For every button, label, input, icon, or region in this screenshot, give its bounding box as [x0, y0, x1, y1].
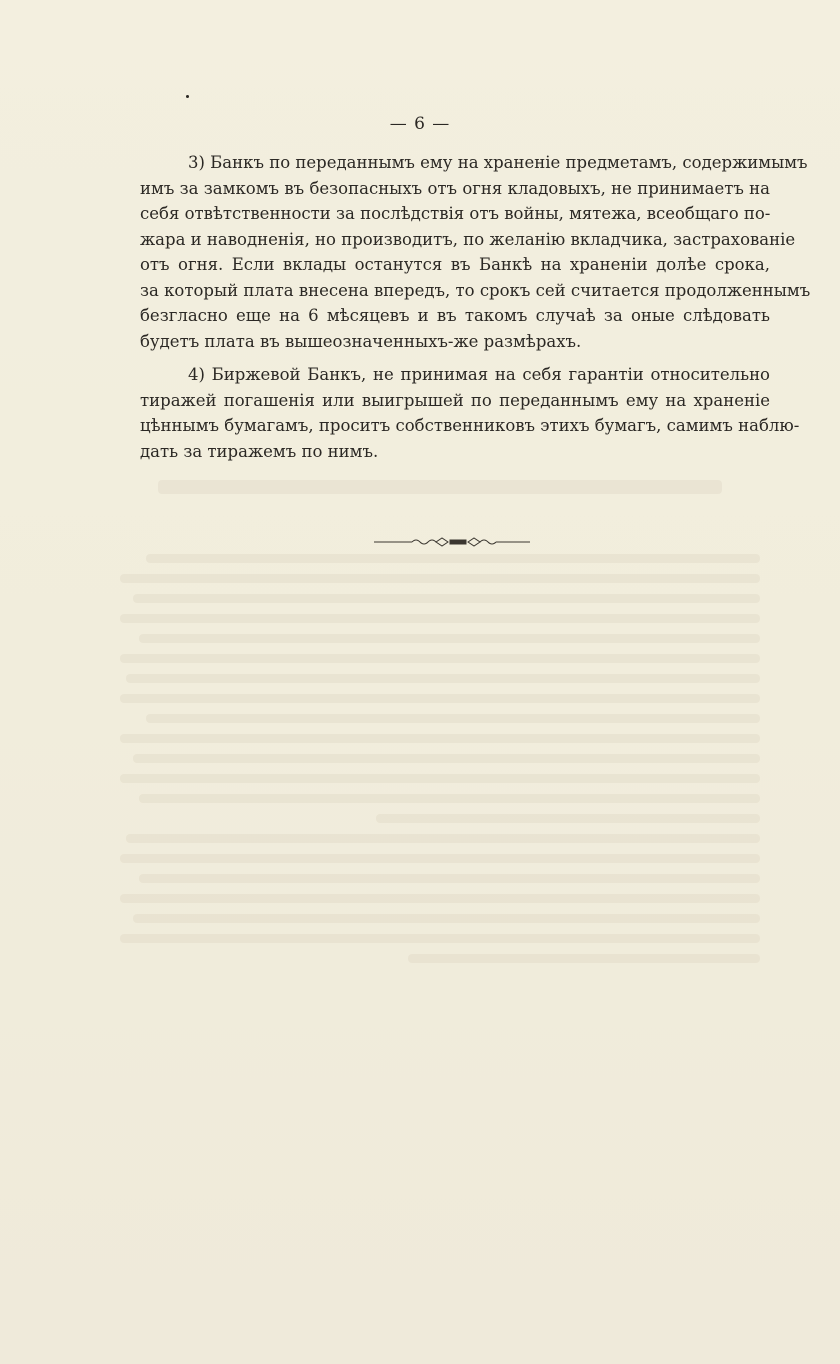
text-line: 4) Биржевой Банкъ, не принимая на себя гарантіи относительно [188, 365, 770, 384]
text-line: безгласно еще на 6 мѣсяцевъ и въ такомъ случаѣ за оные слѣдовать [140, 306, 770, 325]
page-number: — 6 — [389, 114, 451, 134]
text-line: отъ огня. Если вклады останутся въ Банкѣ на храненіи долѣе срока, [140, 255, 770, 274]
text-line: будетъ плата въ вышеозначенныхъ-же размѣрахъ. [140, 331, 582, 351]
text-line: дать за тиражемъ по нимъ. [140, 441, 379, 461]
text-line: тиражей погашенія или выигрышей по переданнымъ ему на храненіе [140, 390, 770, 410]
text-line: 3) Банкъ по переданнымъ ему на храненіе предметамъ, содержимымъ [188, 153, 808, 172]
text-line: себя отвѣтственности за послѣдствія отъ войны, мятежа, всеобщаго по- [140, 204, 771, 223]
body-text [140, 150, 811, 472]
ornament-divider [372, 536, 532, 548]
paragraph-3 [140, 150, 811, 354]
text-line: жара и наводненія, но производитъ, по желанію вкладчика, застрахованіе [140, 229, 796, 249]
text-line: имъ за замкомъ въ безопасныхъ отъ огня кладовыхъ, не принимаетъ на [140, 178, 770, 198]
text-line: за который плата внесена впередъ, то срокъ сей считается продолженнымъ [140, 280, 811, 300]
paragraph-4 [140, 362, 800, 464]
ink-speck [186, 95, 189, 98]
text-line: цѣннымъ бумагамъ, проситъ собственниковъ этихъ бумагъ, самимъ наблю- [140, 416, 800, 435]
